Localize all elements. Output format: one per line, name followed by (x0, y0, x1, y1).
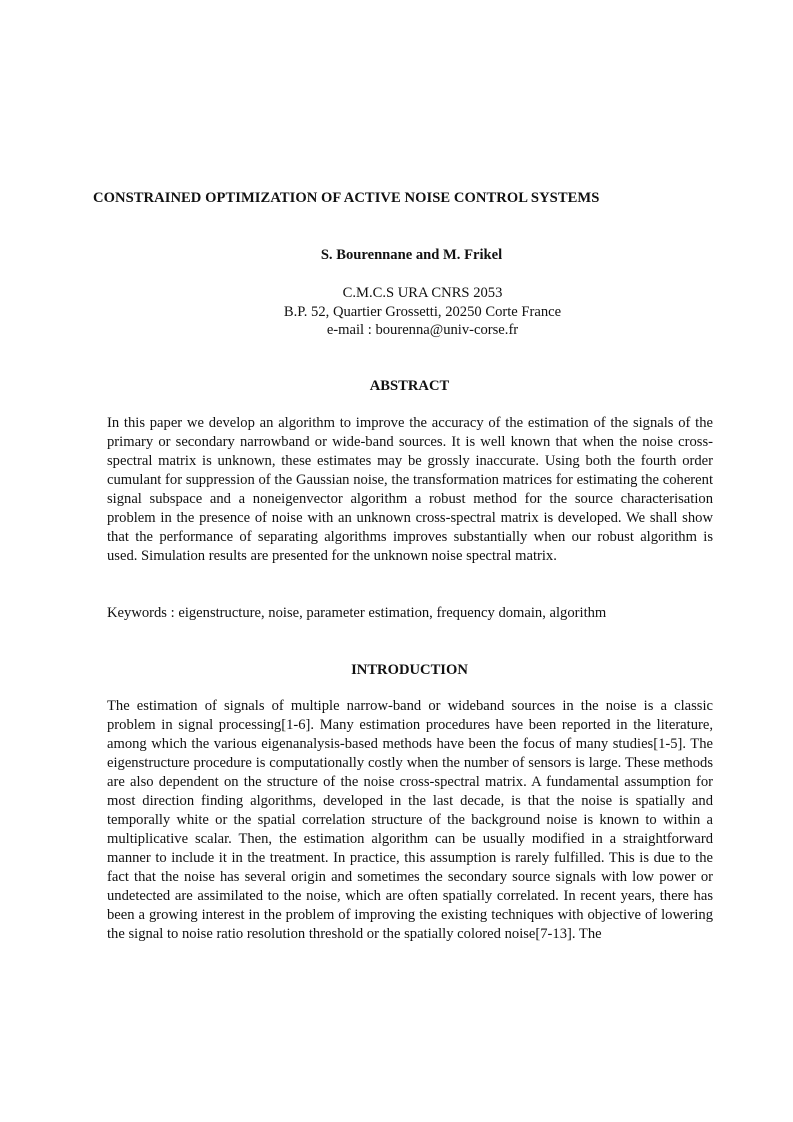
affiliation-line-1: C.M.C.S URA CNRS 2053 (342, 285, 503, 301)
affiliation-line-2: B.P. 52, Quartier Grossetti, 20250 Corte France (283, 303, 562, 320)
introduction-heading: INTRODUCTION (351, 662, 468, 678)
introduction-text: The estimation of signals of multiple narrow-band or wideband sources in the noise is a classic problem in signal processing[1-6]. Many estimation procedures have been reported in the literature, among which the various eigenanalysis-based methods have been the focus of many studies[1-5]. The eigenstructure procedure is computationally costly when the number of sensors is large. These methods are also dependent on the structure of the noise cross-spectral matrix. A fundamental assumption for most direction finding algorithms, developed in the last decade, is that the noise is spatially and temporally white or the spatial correlation structure of the background noise is known to within a multiplicative scalar. Then, the estimation algorithm can be usually modified in a straightforward manner to include it in the treatment. In practice, this assumption is rarely fulfilled. This is due to the fact that the noise has several origin and sometimes the secondary source signals with low power or undetected are assimilated to the noise, which are often spatially correlated. In recent years, there has been a growing interest in the problem of improving the existing techniques with objective of lowering the signal to noise ratio resolution threshold or the spatially colored noise[7-13]. The (107, 698, 713, 942)
paper-authors: S. Bourennane and M. Frikel (320, 247, 503, 263)
author-affiliation (0, 284, 793, 340)
abstract-text: In this paper we develop an algorithm to improve the accuracy of the estimation of the signals of the primary or secondary narrowband or wide-band sources. It is well known that when the noise cross-spectral matrix is unknown, these estimates may be grossly inaccurate. Using both the fourth order cumulant for suppression of the Gaussian noise, the transformation matrices for estimating the coherent signal subspace and a noneigenvector algorithm a robust method for the source characterisation problem in the presence of noise with an unknown cross-spectral matrix is developed. We shall show that the performance of separating algorithms improves substantially when our robust algorithm is used. Simulation results are presented for the unknown noise spectral matrix. (107, 415, 713, 564)
abstract-heading: ABSTRACT (369, 378, 450, 394)
paper-title: CONSTRAINED OPTIMIZATION OF ACTIVE NOISE CONTROL SYSTEMS (93, 190, 600, 206)
keywords-line: Keywords : eigenstructure, noise, parameter estimation, frequency domain, algorithm (107, 605, 607, 621)
affiliation-email: e-mail : bourenna@univ-corse.fr (326, 322, 519, 338)
